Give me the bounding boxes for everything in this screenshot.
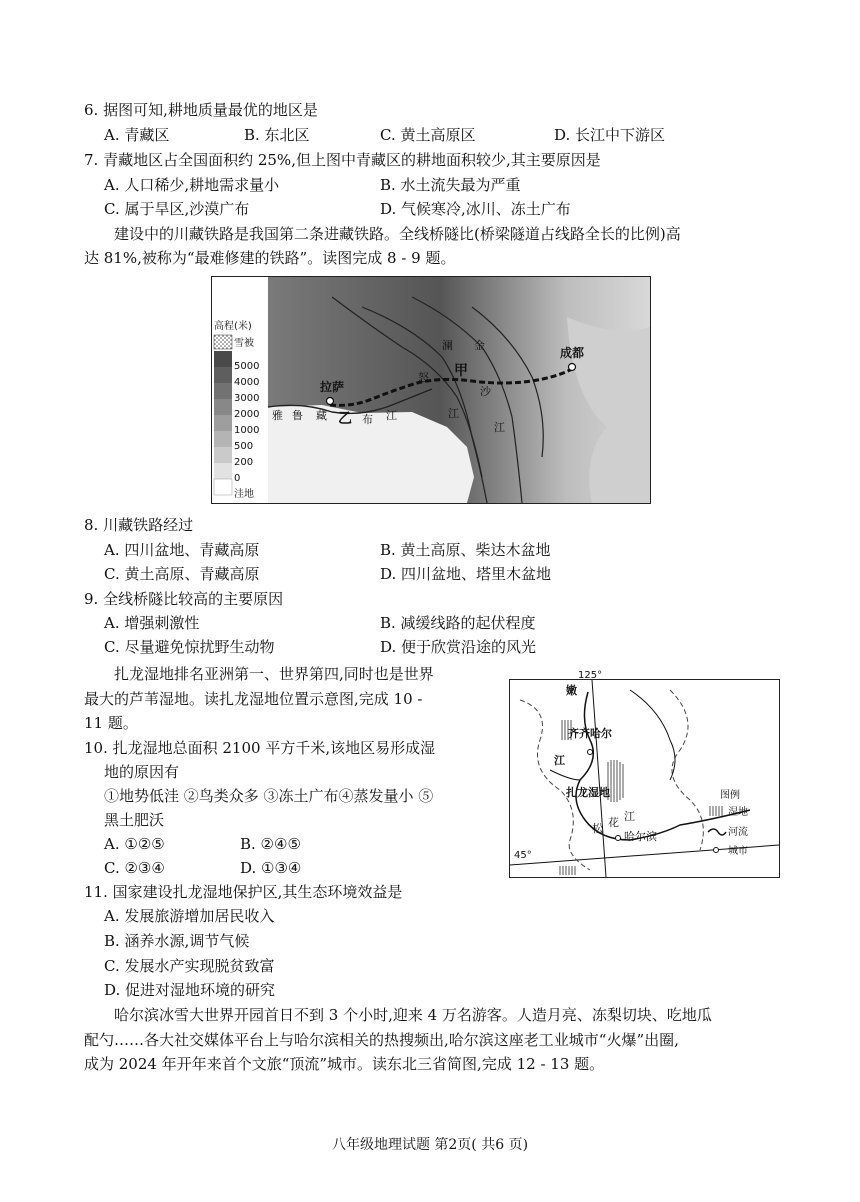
page-footer: 八年级地理试题 第2页( 共6 页) — [331, 1137, 529, 1153]
jiang-label: 江 — [554, 754, 565, 767]
legend-river: 河流 — [728, 827, 748, 838]
river-label: 雅 — [272, 409, 283, 422]
map2-legend-title: 图例 — [720, 790, 740, 801]
river-label: 布 — [362, 413, 373, 426]
intro1-line2: 达 81%,被称为“最难修建的铁路”。读图完成 8 - 9 题。 — [84, 249, 456, 267]
q10-option-d: D. ①③④ — [240, 859, 302, 877]
intro2-line1: 扎龙湿地排名亚洲第一、世界第四,同时也是世界 — [114, 665, 434, 683]
legend-snow: 雪被 — [234, 338, 254, 349]
longitude-label: 125° — [578, 670, 603, 681]
legend-wetland: 湿地 — [728, 807, 748, 818]
legend-0: 0 — [234, 473, 241, 484]
q10-option-c: C. ②③④ — [104, 859, 165, 877]
q10-stem-line1: 10. 扎龙湿地总面积 2100 平方千米,该地区易形成湿 — [84, 739, 436, 757]
intro3-line2: 配勺……各大社交媒体平台上与哈尔滨相关的热搜频出,哈尔滨这座老工业城市“火爆”出圈, — [84, 1031, 679, 1049]
intro3-line3: 成为 2024 年开年来首个文旅“顶流”城市。读东北三省简图,完成 12 - 13 题。 — [84, 1055, 605, 1073]
q8-stem: 8. 川藏铁路经过 — [84, 516, 194, 534]
river-symbol — [708, 829, 726, 835]
river-label: 鲁 — [292, 409, 303, 422]
hua-label: 花 — [608, 816, 619, 829]
nen-river-label: 嫩 — [566, 684, 577, 697]
zhalong-label: 扎龙湿地 — [566, 786, 610, 799]
chengdu-label: 成都 — [560, 346, 585, 360]
sichuan-tibet-railway-map — [211, 276, 651, 504]
q9-option-d: D. 便于欣赏沿途的风光 — [380, 638, 537, 656]
qiqihar-label: 齐齐哈尔 — [568, 727, 612, 740]
river-label: 江 — [494, 421, 505, 434]
q6-stem: 6. 据图可知,耕地质量最优的地区是 — [84, 101, 318, 119]
legend-city: 城市 — [728, 846, 748, 857]
q10-items-line1: ①地势低洼 ②鸟类众多 ③冻土广布④蒸发量小 ⑤ — [104, 787, 434, 805]
q7-option-a: A. 人口稀少,耕地需求量小 — [104, 176, 280, 194]
q10-items-line2: 黑土肥沃 — [104, 811, 165, 829]
legend-3000: 3000 — [234, 393, 260, 404]
river-label: 藏 — [316, 409, 327, 422]
legend-5000: 5000 — [234, 361, 260, 372]
intro2-line3: 11 题。 — [84, 714, 138, 732]
q8-option-b: B. 黄土高原、柴达木盆地 — [380, 541, 551, 559]
q8-option-d: D. 四川盆地、塔里木盆地 — [380, 565, 552, 583]
q9-option-c: C. 尽量避免惊扰野生动物 — [104, 638, 275, 656]
chengdu-marker — [569, 364, 576, 371]
q9-option-b: B. 减缓线路的起伏程度 — [380, 614, 536, 632]
q8-option-c: C. 黄土高原、青藏高原 — [104, 565, 260, 583]
elevation-legend-title: 高程(米) — [214, 321, 252, 332]
lhasa-label: 拉萨 — [320, 380, 345, 394]
q9-stem: 9. 全线桥隧比较高的主要原因 — [84, 590, 284, 608]
latitude-label: 45° — [514, 850, 532, 861]
river-label: 金 — [474, 339, 485, 352]
river-label: 澜 — [442, 339, 453, 352]
intro3-line1: 哈尔滨冰雪大世界开园首日不到 3 个小时,迎来 4 万名游客。人造月亮、冻梨切块、吃地瓜 — [114, 1006, 712, 1024]
q10-option-a: A. ①②⑤ — [104, 835, 165, 853]
q7-stem: 7. 青藏地区占全国面积约 25%,但上图中青藏区的耕地面积较少,其主要原因是 — [84, 151, 601, 169]
q11-option-d: D. 促进对湿地环境的研究 — [104, 981, 276, 999]
q10-option-b: B. ②④⑤ — [240, 835, 301, 853]
q7-option-b: B. 水土流失最为严重 — [380, 176, 521, 194]
legend-4000: 4000 — [234, 377, 260, 388]
harbin-label: 哈尔滨 — [624, 830, 657, 843]
legend-2000: 2000 — [234, 409, 260, 420]
river-label: 沙 — [480, 385, 491, 398]
q6-option-d: D. 长江中下游区 — [554, 126, 666, 144]
q6-option-b: B. 东北区 — [244, 126, 310, 144]
song-label: 松 — [592, 822, 603, 835]
q8-option-a: A. 四川盆地、青藏高原 — [104, 541, 260, 559]
jiang2-label: 江 — [624, 810, 635, 823]
point-jia-label: 甲 — [454, 363, 468, 379]
lhasa-marker — [327, 398, 334, 405]
qiqihar-marker — [588, 750, 593, 755]
river-label: 江 — [448, 407, 459, 420]
legend-500: 500 — [234, 441, 254, 452]
zhalong-wetland-map — [509, 670, 780, 878]
harbin-marker — [616, 836, 621, 841]
q11-option-b: B. 涵养水源,调节气候 — [104, 932, 250, 950]
q6-option-a: A. 青藏区 — [104, 126, 170, 144]
q6-option-c: C. 黄土高原区 — [380, 126, 476, 144]
river-label: 江 — [386, 409, 397, 422]
q11-option-c: C. 发展水产实现脱贫致富 — [104, 957, 275, 975]
point-yi-label: 乙 — [338, 411, 352, 427]
legend-depression: 洼地 — [234, 489, 254, 500]
legend-1000: 1000 — [234, 425, 260, 436]
river-label: 怒 — [418, 371, 429, 384]
q11-option-a: A. 发展旅游增加居民收入 — [104, 907, 275, 925]
city-symbol — [714, 848, 719, 853]
q11-stem: 11. 国家建设扎龙湿地保护区,其生态环境效益是 — [84, 883, 403, 901]
legend-200: 200 — [234, 457, 254, 468]
intro1-line1: 建设中的川藏铁路是我国第二条进藏铁路。全线桥隧比(桥梁隧道占线路全长的比例)高 — [114, 225, 681, 243]
q7-option-d: D. 气候寒冷,冰川、冻土广布 — [380, 200, 571, 218]
q9-option-a: A. 增强刺激性 — [104, 614, 200, 632]
intro2-line2: 最大的芦苇湿地。读扎龙湿地位置示意图,完成 10 - — [84, 690, 423, 708]
q10-stem-line2: 地的原因有 — [104, 763, 180, 781]
q7-option-c: C. 属于旱区,沙漠广布 — [104, 200, 250, 218]
